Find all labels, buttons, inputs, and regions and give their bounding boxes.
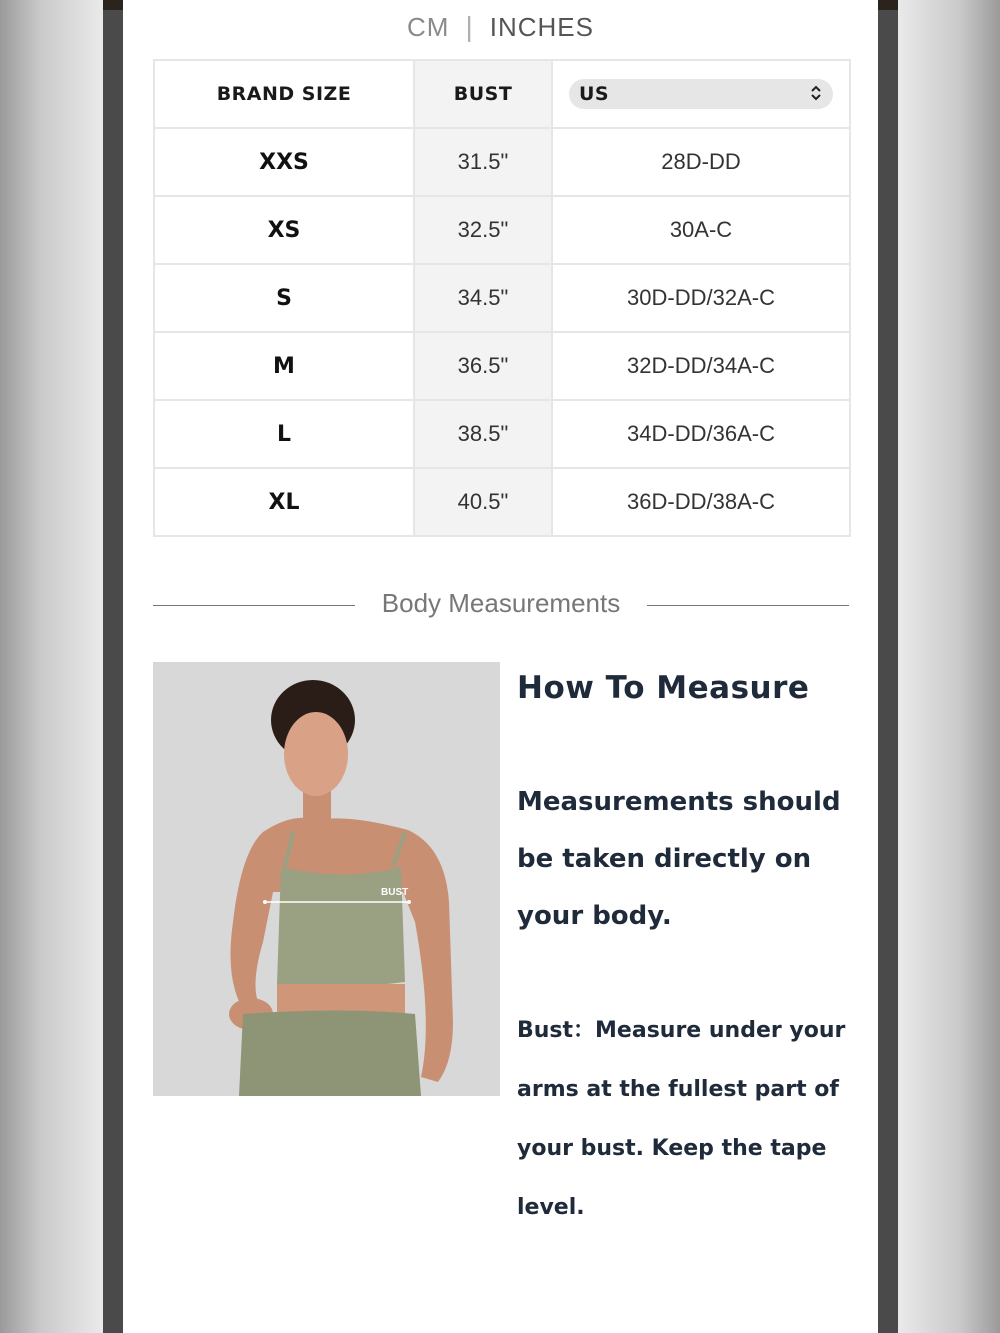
measure-intro-text: Measurements should be taken directly on your body. xyxy=(517,787,841,931)
size-cell: L xyxy=(154,400,414,468)
size-guide-page xyxy=(123,0,878,1333)
unit-cm-button[interactable]: CM xyxy=(407,11,450,42)
table-row xyxy=(154,196,850,264)
unit-toggle xyxy=(123,10,878,43)
model-illustration xyxy=(153,662,500,1096)
size-cell: XS xyxy=(154,196,414,264)
bust-cell: 40.5" xyxy=(414,468,552,536)
us-size-cell: 34D-DD/36A-C xyxy=(552,400,850,468)
size-cell: XXS xyxy=(154,128,414,196)
how-to-measure-panel xyxy=(517,670,857,1237)
bust-instruction-text: Bust：Measure under your arms at the fullest part of your bust. Keep the tape level. xyxy=(517,1018,846,1220)
bust-tape-label: BUST xyxy=(381,887,409,898)
how-to-measure-title: How To Measure xyxy=(517,670,810,706)
divider-line-right xyxy=(647,605,849,606)
table-row xyxy=(154,332,850,400)
us-size-cell: 30D-DD/32A-C xyxy=(552,264,850,332)
bust-cell: 32.5" xyxy=(414,196,552,264)
unit-separator: | xyxy=(465,11,474,43)
bust-cell: 38.5" xyxy=(414,400,552,468)
header-bust: BUST xyxy=(414,60,552,128)
size-cell: M xyxy=(154,332,414,400)
body-measurements-heading: Body Measurements xyxy=(381,588,621,618)
bust-cell: 31.5" xyxy=(414,128,552,196)
size-cell: XL xyxy=(154,468,414,536)
up-down-chevron-icon xyxy=(809,84,823,105)
us-size-cell: 30A-C xyxy=(552,196,850,264)
region-select-value: US xyxy=(579,83,610,105)
frame-corner-left xyxy=(103,0,123,10)
us-size-cell: 32D-DD/34A-C xyxy=(552,332,850,400)
table-row xyxy=(154,128,850,196)
frame-corner-right xyxy=(878,0,898,10)
table-row xyxy=(154,400,850,468)
table-row xyxy=(154,264,850,332)
table-row xyxy=(154,468,850,536)
model-measurement-photo xyxy=(153,662,500,1096)
us-size-cell: 28D-DD xyxy=(552,128,850,196)
bust-cell: 36.5" xyxy=(414,332,552,400)
region-select[interactable] xyxy=(569,79,833,109)
us-size-cell: 36D-DD/38A-C xyxy=(552,468,850,536)
size-cell: S xyxy=(154,264,414,332)
body-measurements-divider xyxy=(153,588,849,622)
header-brand-size: BRAND SIZE xyxy=(154,60,414,128)
size-chart-table xyxy=(153,59,851,537)
table-header-row xyxy=(154,60,850,128)
header-region-cell xyxy=(552,60,850,128)
bust-cell: 34.5" xyxy=(414,264,552,332)
unit-inches-button[interactable]: INCHES xyxy=(489,11,594,42)
